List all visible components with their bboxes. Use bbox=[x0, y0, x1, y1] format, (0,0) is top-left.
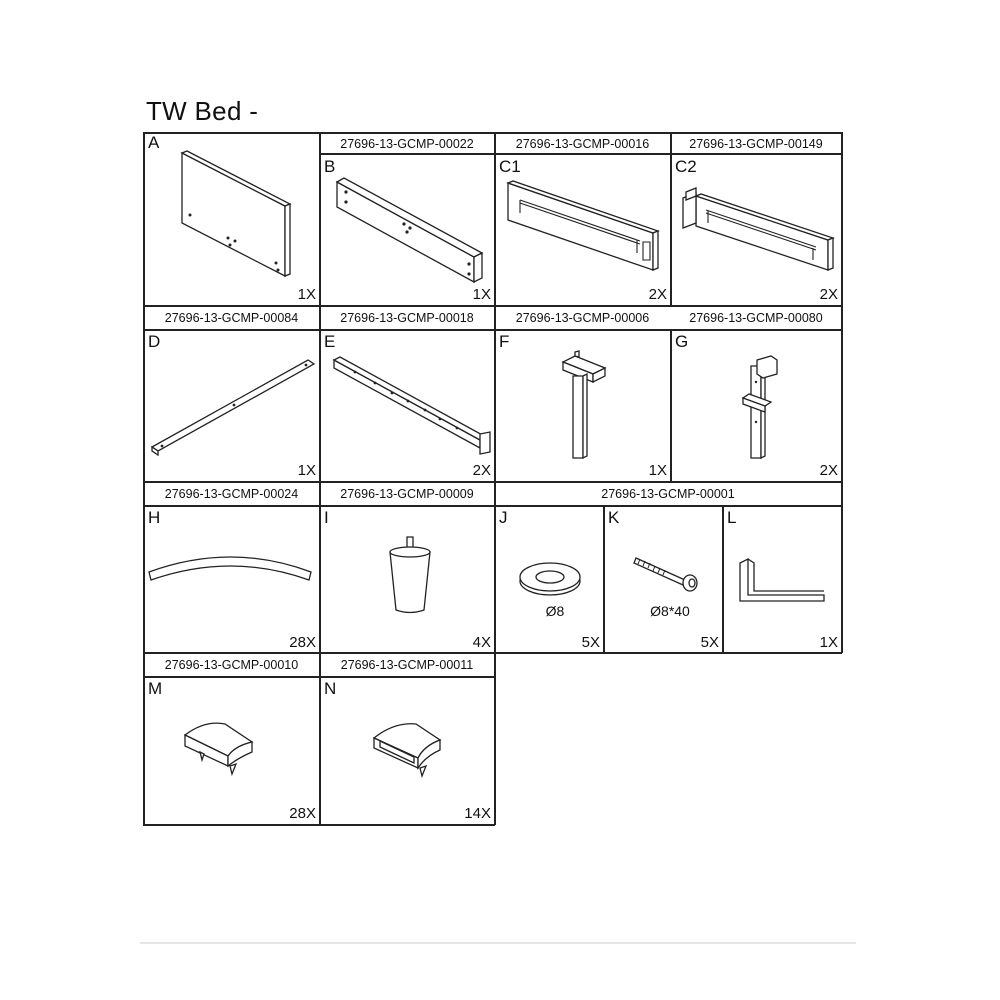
part-quantity: 14X bbox=[464, 805, 491, 822]
part-code: 27696-13-GCMP-00006 bbox=[515, 311, 650, 325]
part-quantity: 5X bbox=[581, 634, 600, 651]
part-h-drawing bbox=[146, 550, 316, 590]
table-rule bbox=[143, 505, 842, 507]
part-quantity: 1X bbox=[648, 462, 667, 479]
table-rule bbox=[143, 329, 842, 331]
part-i-drawing bbox=[380, 532, 440, 617]
part-letter: K bbox=[608, 508, 620, 527]
part-quantity: 1X bbox=[472, 286, 491, 303]
footer-divider bbox=[140, 942, 856, 944]
part-quantity: 28X bbox=[289, 805, 316, 822]
table-rule bbox=[670, 329, 672, 482]
part-letter: M bbox=[148, 679, 163, 698]
part-code: 27696-13-GCMP-00022 bbox=[340, 137, 474, 151]
part-code: 27696-13-GCMP-00080 bbox=[689, 311, 823, 325]
table-rule bbox=[143, 132, 145, 825]
part-e-drawing bbox=[330, 352, 495, 457]
table-rule bbox=[603, 505, 605, 653]
table-rule bbox=[143, 305, 842, 307]
part-letter: L bbox=[727, 508, 737, 527]
part-code: 27696-13-GCMP-00018 bbox=[340, 311, 474, 325]
part-letter: H bbox=[148, 508, 161, 527]
part-code: 27696-13-GCMP-00016 bbox=[515, 137, 650, 151]
part-quantity: 2X bbox=[819, 462, 838, 479]
part-letter: N bbox=[324, 679, 337, 698]
part-quantity: 28X bbox=[289, 634, 316, 651]
table-rule bbox=[319, 132, 321, 825]
part-g-drawing bbox=[735, 352, 785, 462]
part-m-drawing bbox=[180, 710, 260, 780]
part-spec: Ø8 bbox=[545, 603, 565, 619]
part-quantity: 2X bbox=[472, 462, 491, 479]
part-code: 27696-13-GCMP-00009 bbox=[340, 487, 474, 501]
table-rule bbox=[143, 652, 842, 654]
part-k-drawing bbox=[630, 548, 705, 593]
part-letter: I bbox=[324, 508, 329, 527]
part-code: 27696-13-GCMP-00011 bbox=[340, 658, 474, 672]
part-f-drawing bbox=[555, 348, 615, 463]
part-c2-drawing bbox=[678, 178, 838, 278]
part-c1-drawing bbox=[505, 178, 665, 278]
table-rule bbox=[670, 132, 672, 306]
table-rule bbox=[841, 132, 843, 653]
part-letter: G bbox=[675, 332, 689, 351]
part-quantity: 1X bbox=[297, 286, 316, 303]
part-letter: B bbox=[324, 157, 336, 176]
part-quantity: 5X bbox=[700, 634, 719, 651]
part-a-drawing bbox=[170, 148, 295, 288]
part-quantity: 2X bbox=[648, 286, 667, 303]
part-code: 27696-13-GCMP-00024 bbox=[164, 487, 299, 501]
part-quantity: 4X bbox=[472, 634, 491, 651]
table-rule bbox=[722, 505, 724, 653]
part-quantity: 1X bbox=[297, 462, 316, 479]
part-letter: E bbox=[324, 332, 336, 351]
table-rule bbox=[143, 132, 842, 134]
part-letter: D bbox=[148, 332, 161, 351]
table-rule bbox=[494, 132, 496, 825]
part-code: 27696-13-GCMP-00149 bbox=[689, 137, 823, 151]
part-spec: Ø8*40 bbox=[650, 603, 690, 619]
part-code: 27696-13-GCMP-00084 bbox=[164, 311, 299, 325]
part-letter: C2 bbox=[675, 157, 697, 176]
page-title: TW Bed - bbox=[146, 96, 259, 126]
part-l-drawing bbox=[736, 555, 831, 605]
part-quantity: 1X bbox=[819, 634, 838, 651]
part-code: 27696-13-GCMP-00001 bbox=[601, 487, 735, 501]
part-letter: C1 bbox=[499, 157, 521, 176]
part-b-drawing bbox=[332, 172, 492, 287]
part-d-drawing bbox=[148, 355, 318, 460]
part-n-drawing bbox=[366, 710, 446, 780]
table-rule bbox=[143, 481, 842, 483]
part-quantity: 2X bbox=[819, 286, 838, 303]
part-j-drawing bbox=[512, 555, 588, 601]
part-letter: F bbox=[499, 332, 510, 351]
part-letter: A bbox=[148, 133, 160, 152]
part-code: 27696-13-GCMP-00010 bbox=[164, 658, 299, 672]
part-letter: J bbox=[499, 508, 508, 527]
table-rule bbox=[319, 153, 842, 155]
